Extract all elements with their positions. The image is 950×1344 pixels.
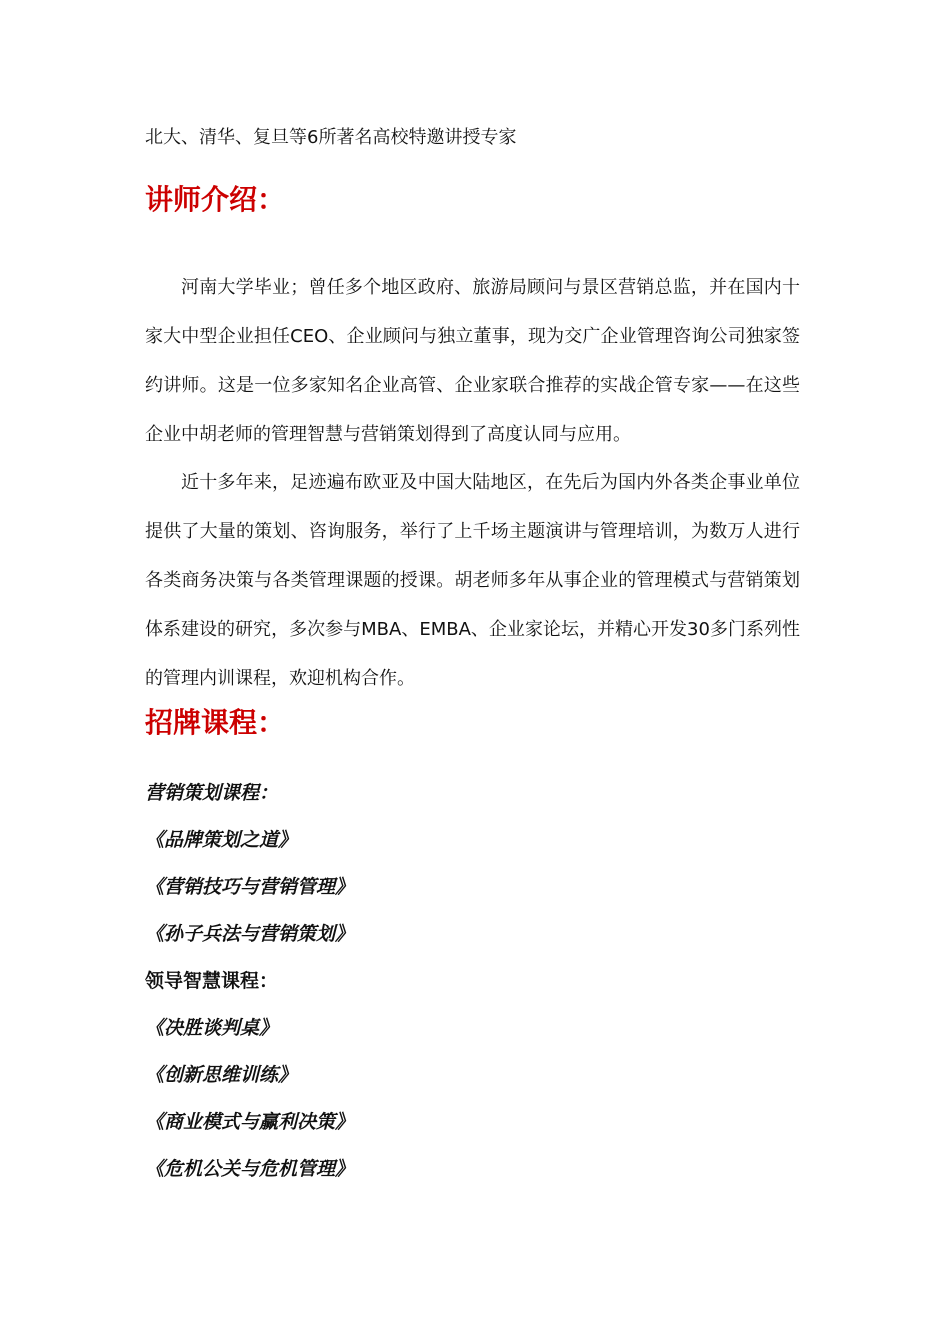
course-item: 《营销技巧与营销管理》 (145, 876, 355, 898)
course-category-marketing: 营销策划课程： (145, 782, 279, 804)
course-item: 《商业模式与赢利决策》 (145, 1111, 355, 1133)
intro-line: 北大、清华、复旦等6所著名高校特邀讲授专家 (145, 127, 517, 148)
bio-paragraph-2: 近十多年来，足迹遍布欧亚及中国大陆地区，在先后为国内外各类企事业单位提供了大量的策划、咨询服务，举行了上千场主题演讲与管理培训，为数万人进行各类商务决策与各类管理课题的授课。胡老师多年从事企业的管理模式与营销策划体系建设的研究，多次参与MBA、EMBA、企业家论坛，并精心开发30多门系列性的管理内训课程，欢迎机构合作。 (145, 472, 800, 689)
course-category-leadership: 领导智慧课程： (145, 970, 279, 992)
course-item: 《品牌策划之道》 (145, 829, 298, 851)
course-item: 《危机公关与危机管理》 (145, 1158, 355, 1180)
course-item: 《创新思维训练》 (145, 1064, 298, 1086)
course-list (145, 770, 354, 1193)
signature-courses-heading: 招牌课程： (145, 706, 286, 739)
lecturer-intro-heading: 讲师介绍： (145, 183, 286, 216)
bio-paragraph-1: 河南大学毕业；曾任多个地区政府、旅游局顾问与景区营销总监，并在国内十家大中型企业担任CEO、企业顾问与独立董事，现为交广企业管理咨询公司独家签约讲师。这是一位多家知名企业高管、企业家联合推荐的实战企管专家——在这些企业中胡老师的管理智慧与营销策划得到了高度认同与应用。 (145, 277, 800, 445)
course-item: 《决胜谈判桌》 (145, 1017, 279, 1039)
course-item: 《孙子兵法与营销策划》 (145, 923, 355, 945)
